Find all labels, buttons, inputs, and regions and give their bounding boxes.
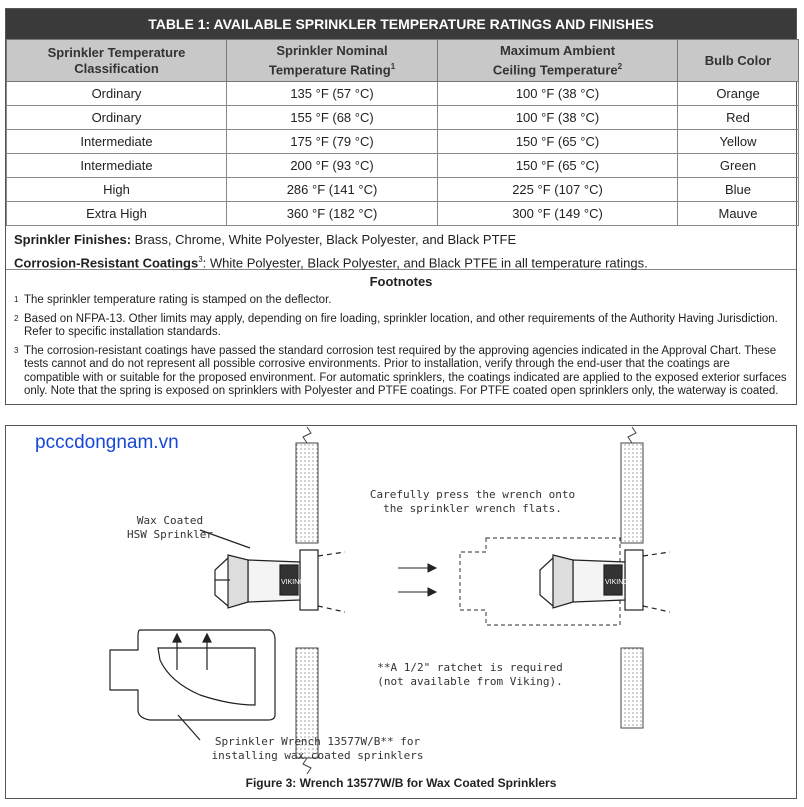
- footnotes-title: Footnotes: [369, 274, 433, 289]
- direction-arrows: [398, 564, 436, 596]
- header-bulb-color: Bulb Color: [678, 40, 799, 82]
- table-cell: 360 °F (182 °C): [227, 202, 438, 226]
- sprinkler-with-wrench-right: [460, 538, 670, 625]
- note-press-wrench: Carefully press the wrench onto the sprinkler wrench flats.: [369, 488, 576, 515]
- table-cell: High: [7, 178, 227, 202]
- label-wax-coated-sprinkler: Wax Coated HSW Sprinkler: [126, 514, 214, 541]
- coatings-line: Corrosion-Resistant Coatings$^3$: White Polyester, Black Polyester, and Black PTFE in all temperature ratings.: [14, 255, 648, 271]
- table-cell: Blue: [678, 178, 799, 202]
- table-cell: 286 °F (141 °C): [227, 178, 438, 202]
- badge-left: VIKING: [281, 579, 305, 586]
- table-cell: Green: [678, 154, 799, 178]
- table-cell: Orange: [678, 82, 799, 106]
- table-cell: Intermediate: [7, 130, 227, 154]
- ceiling-block-right-top: [621, 427, 643, 543]
- table-cell: 135 °F (57 °C): [227, 82, 438, 106]
- table-cell: Yellow: [678, 130, 799, 154]
- finishes-line: Sprinkler Finishes: Brass, Chrome, White Polyester, Black Polyester, and Black PTFE: [14, 232, 517, 247]
- table-cell: Red: [678, 106, 799, 130]
- table-cell: 175 °F (79 °C): [227, 130, 438, 154]
- footnote-3: 3 The corrosion-resistant coatings have passed the standard corrosion test required by the approving agencies indicated in the Approval Chart. These tests cannot and do not represent all possible corrosive environments. Prior to installation, verify through the end-user that the coatings are compatible with or suitable for the proposed environment. For automatic sprinklers, the coatings indicated are applied to the exposed exterior surfaces only. Note that the spring is exposed on sprinklers with Polyester and PTFE coatings. For PTFE coated open sprinklers only, the waterway is coated.: [14, 344, 787, 397]
- table-cell: Ordinary: [7, 106, 227, 130]
- wax-coated-sprinkler-left: [200, 530, 345, 612]
- footnote-2: 2 Based on NFPA-13. Other limits may apply, depending on fire loading, sprinkler location, and other requirements of the Authority Having Jurisdiction. Refer to specific installation standards.: [14, 312, 778, 338]
- table-cell: 225 °F (107 °C): [438, 178, 678, 202]
- label-sprinkler-wrench: Sprinkler Wrench 13577W/B** for installing wax coated sprinklers: [211, 735, 424, 762]
- table-cell: 100 °F (38 °C): [438, 106, 678, 130]
- badge-right: VIKING: [605, 579, 629, 586]
- table-cell: Ordinary: [7, 82, 227, 106]
- table-cell: 150 °F (65 °C): [438, 130, 678, 154]
- footnote-1: 1 The sprinkler temperature rating is stamped on the deflector.: [14, 294, 332, 306]
- sprinkler-wrench: [110, 630, 275, 740]
- table-cell: Mauve: [678, 202, 799, 226]
- table-cell: 100 °F (38 °C): [438, 82, 678, 106]
- table-cell: 150 °F (65 °C): [438, 154, 678, 178]
- header-max-ambient: Maximum Ambient Ceiling Temperature$^2$: [438, 40, 678, 82]
- table-title: TABLE 1: AVAILABLE SPRINKLER TEMPERATURE RATINGS AND FINISHES: [6, 9, 796, 39]
- header-nominal-rating: Sprinkler Nominal Temperature Rating$^1$: [227, 40, 438, 82]
- watermark-text: pcccdongnam.vn: [35, 432, 179, 453]
- figure-caption: Figure 3: Wrench 13577W/B for Wax Coated Sprinklers: [245, 776, 557, 790]
- header-classification: Sprinkler Temperature Classification: [7, 40, 227, 82]
- table-cell: 200 °F (93 °C): [227, 154, 438, 178]
- ceiling-block-left-top: [296, 427, 318, 543]
- table-cell: 300 °F (149 °C): [438, 202, 678, 226]
- table-cell: Extra High: [7, 202, 227, 226]
- note-ratchet: **A 1/2" ratchet is required (not available from Viking).: [377, 661, 563, 688]
- table-cell: 155 °F (68 °C): [227, 106, 438, 130]
- ceiling-block-right-bottom: [621, 648, 643, 728]
- table-cell: Intermediate: [7, 154, 227, 178]
